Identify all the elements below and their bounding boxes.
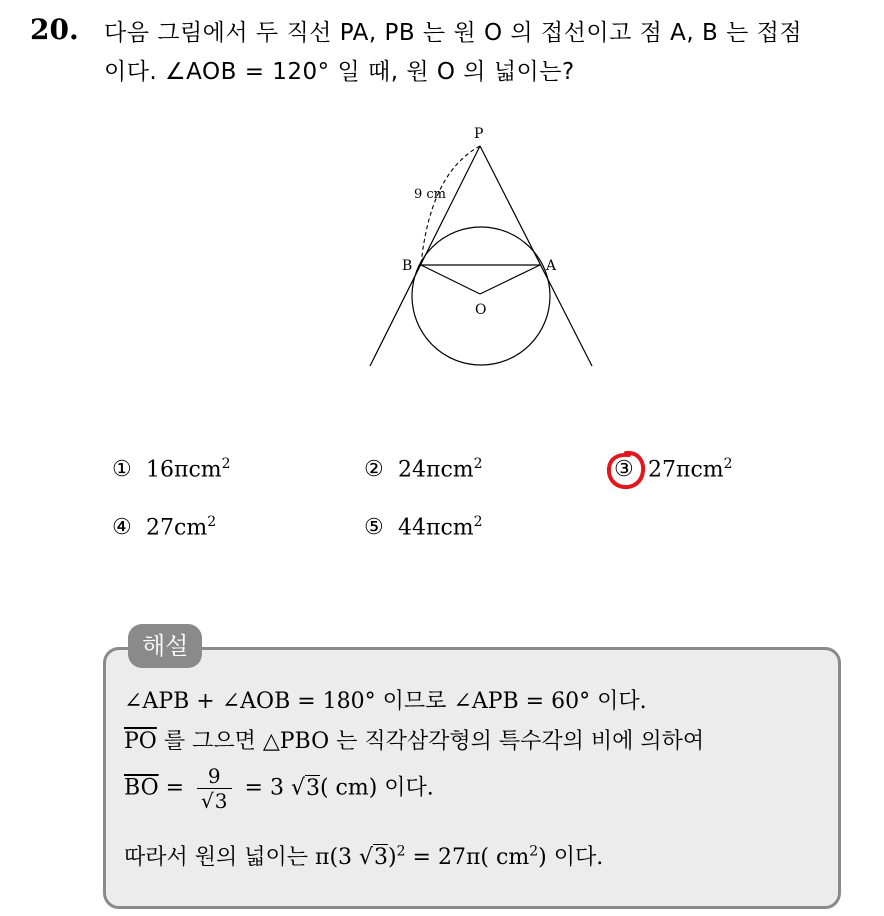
segment-po: $\overline{PO}$ bbox=[124, 729, 157, 754]
circle-o bbox=[412, 227, 550, 365]
label-o: O bbox=[475, 302, 487, 318]
solution-line-4-exp2: 2 bbox=[529, 843, 539, 860]
solution-line-4-radicand: 3 bbox=[374, 845, 389, 870]
solution-line-2-text: 를 그으면 △PBO 는 직각삼각형의 특수각의 비에 의하여 bbox=[156, 729, 705, 754]
question-number: 20. bbox=[30, 13, 79, 46]
answer-circle-mark bbox=[605, 449, 647, 491]
choice-4-exp: 2 bbox=[207, 514, 217, 530]
solution-line-4-d: ) 이다. bbox=[538, 845, 604, 870]
radius-oa bbox=[480, 265, 540, 294]
label-a: A bbox=[546, 258, 557, 274]
choice-1-mark: ① bbox=[112, 457, 132, 483]
choice-3-value: 27πcm bbox=[648, 457, 724, 483]
choice-5-exp: 2 bbox=[473, 514, 483, 530]
choice-5-value: 44πcm bbox=[398, 515, 474, 541]
choice-5[interactable] bbox=[364, 514, 483, 540]
fraction-denominator: √3 bbox=[197, 788, 231, 813]
solution-line-4-c: = 27π( cm bbox=[405, 845, 530, 870]
choice-4-value: 27cm bbox=[146, 515, 208, 541]
choice-4[interactable] bbox=[112, 514, 216, 540]
choice-1-value: 16πcm bbox=[146, 457, 222, 483]
fraction bbox=[197, 764, 231, 813]
geometry-figure bbox=[360, 118, 600, 378]
choice-1-exp: 2 bbox=[221, 456, 231, 472]
segment-bo: $\overline{BO}$ bbox=[124, 775, 159, 801]
choice-2-mark: ② bbox=[364, 457, 384, 483]
question-text bbox=[104, 14, 864, 92]
choice-2[interactable] bbox=[364, 456, 483, 482]
radius-ob bbox=[421, 265, 480, 294]
denominator-radicand: 3 bbox=[214, 789, 228, 813]
question-line-2: 이다. ∠AOB = 120° 일 때, 원 O 의 넓이는? bbox=[104, 59, 575, 85]
label-p: P bbox=[474, 126, 484, 142]
choice-1[interactable] bbox=[112, 456, 231, 482]
choice-2-exp: 2 bbox=[473, 456, 483, 472]
solution-tag: 해설 bbox=[128, 624, 202, 668]
label-b: B bbox=[402, 258, 413, 274]
length-label: 9 cm bbox=[414, 187, 447, 202]
solution-line-2 bbox=[124, 724, 704, 755]
solution-line-3-b: ( cm) 이다. bbox=[319, 775, 434, 801]
solution-line-4-a: 따라서 원의 넓이는 π(3 √ bbox=[124, 845, 374, 870]
fraction-numerator: 9 bbox=[207, 764, 221, 788]
solution-line-3-a: = 3 √ bbox=[237, 775, 305, 801]
solution-line-1: ∠APB + ∠AOB = 180° 이므로 ∠APB = 60° 이다. bbox=[124, 689, 647, 714]
equals: = bbox=[158, 775, 192, 801]
solution-line-3-radicand: 3 bbox=[305, 775, 320, 801]
tangent-line-pa bbox=[480, 146, 592, 366]
choice-3-mark: ③ bbox=[614, 457, 634, 483]
choice-4-mark: ④ bbox=[112, 515, 132, 541]
solution-line-3 bbox=[124, 764, 434, 813]
choice-3-exp: 2 bbox=[723, 456, 733, 472]
choice-5-mark: ⑤ bbox=[364, 515, 384, 541]
solution-line-4-b: ) bbox=[388, 845, 397, 870]
solution-line-4-exp: 2 bbox=[396, 843, 406, 860]
solution-line-4 bbox=[124, 840, 603, 871]
choice-2-value: 24πcm bbox=[398, 457, 474, 483]
question-line-1: 다음 그림에서 두 직선 PA, PB 는 원 O 의 접선이고 점 A, B 는 접점 bbox=[104, 20, 803, 46]
